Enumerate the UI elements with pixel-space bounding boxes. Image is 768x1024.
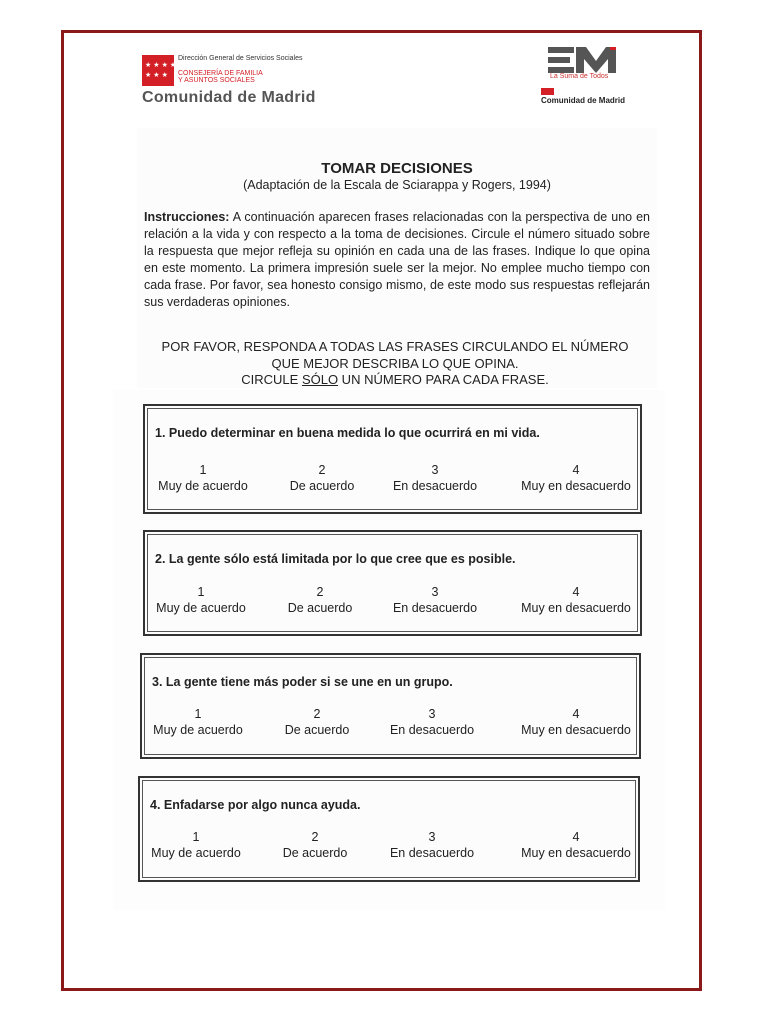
question-text: 4. Enfadarse por algo nunca ayuda. [150, 798, 361, 812]
logo-slogan: La Suma de Todos [550, 73, 609, 80]
option-3[interactable]: 3 En desacuerdo [392, 463, 478, 493]
small-flag-icon [541, 88, 554, 95]
option-4[interactable]: 4 Muy en desacuerdo [521, 585, 631, 615]
option-2[interactable]: 2 De acuerdo [282, 830, 348, 860]
option-2[interactable]: 2 De acuerdo [284, 707, 350, 737]
document-subtitle: (Adaptación de la Escala de Sciarappa y Rogers, 1994) [243, 178, 551, 192]
option-1[interactable]: 1 Muy de acuerdo [151, 830, 241, 860]
document-title: TOMAR DECISIONES [321, 160, 473, 177]
direccion-general: Dirección General de Servicios Sociales [178, 55, 303, 62]
question-text: 3. La gente tiene más poder si se une en un grupo. [152, 675, 453, 689]
question-text: 2. La gente sólo está limitada por lo que cree que es posible. [155, 552, 516, 566]
option-3[interactable]: 3 En desacuerdo [389, 830, 475, 860]
option-3[interactable]: 3 En desacuerdo [392, 585, 478, 615]
question-box-3 [140, 653, 641, 759]
option-4[interactable]: 4 Muy en desacuerdo [521, 830, 631, 860]
question-box-1 [143, 404, 642, 514]
please-notice: POR FAVOR, RESPONDA A TODAS LAS FRASES CIRCULANDO EL NÚMERO QUE MEJOR DESCRIBA LO QUE OPINA. CIRCULE SÓLO UN NÚMERO PARA CADA FRASE. [161, 339, 629, 387]
instructions: Instrucciones: A continuación aparecen frases relacionadas con la perspectiva de uno en relación a la vida y con respecto a la toma de decisiones. Circule el número situado sobre la respuesta que mejor refleja su opinión en cada una de las frases. Indique lo que opina en este momento. La primera impresión suele ser la mejor. No emplee mucho tiempo con cada frase. Por favor, sea honesto consigo mismo, de este modo sus respuestas reflejarán sus verdaderas opiniones. [144, 210, 650, 309]
option-1[interactable]: 1 Muy de acuerdo [156, 585, 246, 615]
question-box-4 [138, 776, 640, 882]
option-2[interactable]: 2 De acuerdo [289, 463, 355, 493]
madrid-flag-logo: ★ ★ ★ ★ ★ ★ ★ [142, 55, 174, 86]
consejeria: CONSEJERÍA DE FAMILIA Y ASUNTOS SOCIALES [178, 70, 263, 84]
option-2[interactable]: 2 De acuerdo [287, 585, 353, 615]
question-text: 1. Puedo determinar en buena medida lo que ocurrirá en mi vida. [155, 426, 540, 440]
question-box-2 [143, 530, 642, 636]
option-1[interactable]: 1 Muy de acuerdo [153, 707, 243, 737]
comunidad-title: Comunidad de Madrid [142, 89, 316, 106]
option-4[interactable]: 4 Muy en desacuerdo [521, 707, 631, 737]
option-1[interactable]: 1 Muy de acuerdo [158, 463, 248, 493]
option-4[interactable]: 4 Muy en desacuerdo [521, 463, 631, 493]
option-3[interactable]: 3 En desacuerdo [389, 707, 475, 737]
comunidad-small: Comunidad de Madrid [541, 96, 625, 105]
